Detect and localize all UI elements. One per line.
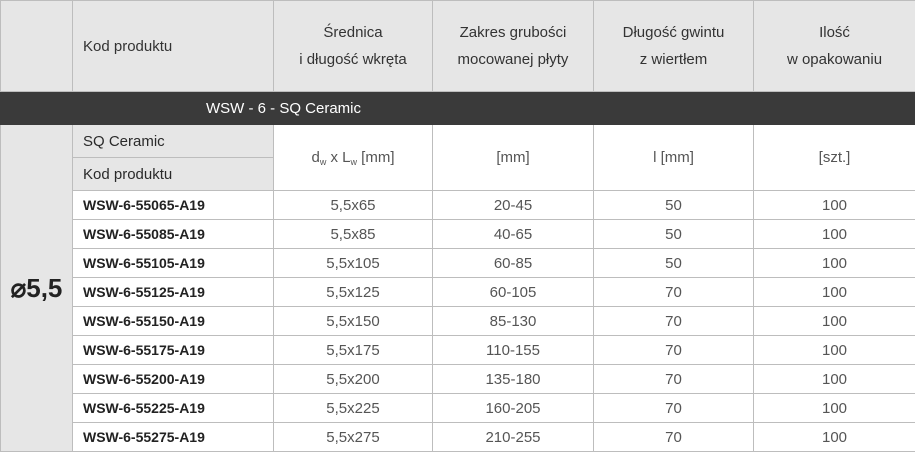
- unit-thread: l [mm]: [594, 125, 754, 191]
- table-row: [1, 278, 915, 307]
- header-qty-line1: Ilość: [819, 24, 850, 41]
- row-code: WSW-6-55275-A19: [73, 423, 274, 452]
- unit-dim-mm: [mm]: [357, 148, 395, 166]
- row-dim: 5,5x125: [274, 278, 433, 307]
- diameter-label: ⌀5,5: [1, 125, 73, 452]
- row-code: WSW-6-55225-A19: [73, 394, 274, 423]
- row-thread: 70: [594, 365, 754, 394]
- row-qty: 100: [754, 278, 915, 307]
- header-qty: [754, 1, 915, 92]
- row-range: 60-105: [433, 278, 594, 307]
- table-row: [1, 191, 915, 220]
- header-empty-cell: [1, 1, 73, 92]
- row-dim: 5,5x150: [274, 307, 433, 336]
- row-dim: 5,5x175: [274, 336, 433, 365]
- row-thread: 70: [594, 307, 754, 336]
- row-thread: 70: [594, 336, 754, 365]
- row-range: 210-255: [433, 423, 594, 452]
- header-range-line2: mocowanej płyty: [457, 51, 569, 68]
- table-row: [1, 394, 915, 423]
- series-band: [1, 92, 915, 125]
- header-thread-line1: Długość gwintu: [622, 24, 725, 41]
- row-dim: 5,5x105: [274, 249, 433, 278]
- row-qty: 100: [754, 307, 915, 336]
- row-code: WSW-6-55175-A19: [73, 336, 274, 365]
- row-qty: 100: [754, 423, 915, 452]
- row-qty: 100: [754, 394, 915, 423]
- row-range: 60-85: [433, 249, 594, 278]
- row-code: WSW-6-55200-A19: [73, 365, 274, 394]
- table-row: [1, 307, 915, 336]
- row-thread: 50: [594, 249, 754, 278]
- row-thread: 50: [594, 191, 754, 220]
- row-code: WSW-6-55105-A19: [73, 249, 274, 278]
- row-thread: 70: [594, 278, 754, 307]
- unit-dimensions: [274, 125, 433, 191]
- row-thread: 70: [594, 423, 754, 452]
- header-diameter-line1: Średnica: [323, 24, 383, 41]
- code-label: Kod produktu: [73, 158, 274, 191]
- header-diameter-line2: i długość wkręta: [299, 51, 407, 68]
- row-thread: 70: [594, 394, 754, 423]
- table-row: [1, 249, 915, 278]
- row-range: 110-155: [433, 336, 594, 365]
- header-range-line1: Zakres grubości: [459, 24, 567, 41]
- unit-range: [mm]: [433, 125, 594, 191]
- header-range: [433, 1, 594, 92]
- table-row: [1, 365, 915, 394]
- series-band-label: WSW - 6 - SQ Ceramic: [1, 92, 915, 125]
- table-row: [1, 220, 915, 249]
- series-name: SQ Ceramic: [73, 125, 274, 158]
- row-code: WSW-6-55150-A19: [73, 307, 274, 336]
- unit-dim-d-sub: w: [319, 156, 327, 167]
- unit-qty: [szt.]: [754, 125, 915, 191]
- row-code: WSW-6-55065-A19: [73, 191, 274, 220]
- row-dim: 5,5x65: [274, 191, 433, 220]
- table-row: [1, 336, 915, 365]
- header-thread: [594, 1, 754, 92]
- header-qty-line2: w opakowaniu: [786, 51, 883, 68]
- unit-dim-l-sub: w: [350, 156, 358, 167]
- row-qty: 100: [754, 365, 915, 394]
- header-diameter: [274, 1, 433, 92]
- row-dim: 5,5x85: [274, 220, 433, 249]
- unit-dim-d: d: [311, 148, 320, 166]
- table-row: [1, 423, 915, 452]
- row-code: WSW-6-55085-A19: [73, 220, 274, 249]
- header-code: Kod produktu: [73, 1, 274, 92]
- row-dim: 5,5x200: [274, 365, 433, 394]
- row-range: 85-130: [433, 307, 594, 336]
- header-row: [1, 1, 915, 92]
- row-range: 135-180: [433, 365, 594, 394]
- unit-dim-x: x L: [326, 148, 351, 166]
- subheader-row-series: [1, 125, 915, 158]
- row-dim: 5,5x275: [274, 423, 433, 452]
- row-qty: 100: [754, 220, 915, 249]
- row-qty: 100: [754, 191, 915, 220]
- header-thread-line2: z wiertłem: [639, 51, 708, 68]
- row-range: 20-45: [433, 191, 594, 220]
- row-thread: 50: [594, 220, 754, 249]
- row-dim: 5,5x225: [274, 394, 433, 423]
- row-code: WSW-6-55125-A19: [73, 278, 274, 307]
- row-qty: 100: [754, 336, 915, 365]
- row-qty: 100: [754, 249, 915, 278]
- row-range: 40-65: [433, 220, 594, 249]
- row-range: 160-205: [433, 394, 594, 423]
